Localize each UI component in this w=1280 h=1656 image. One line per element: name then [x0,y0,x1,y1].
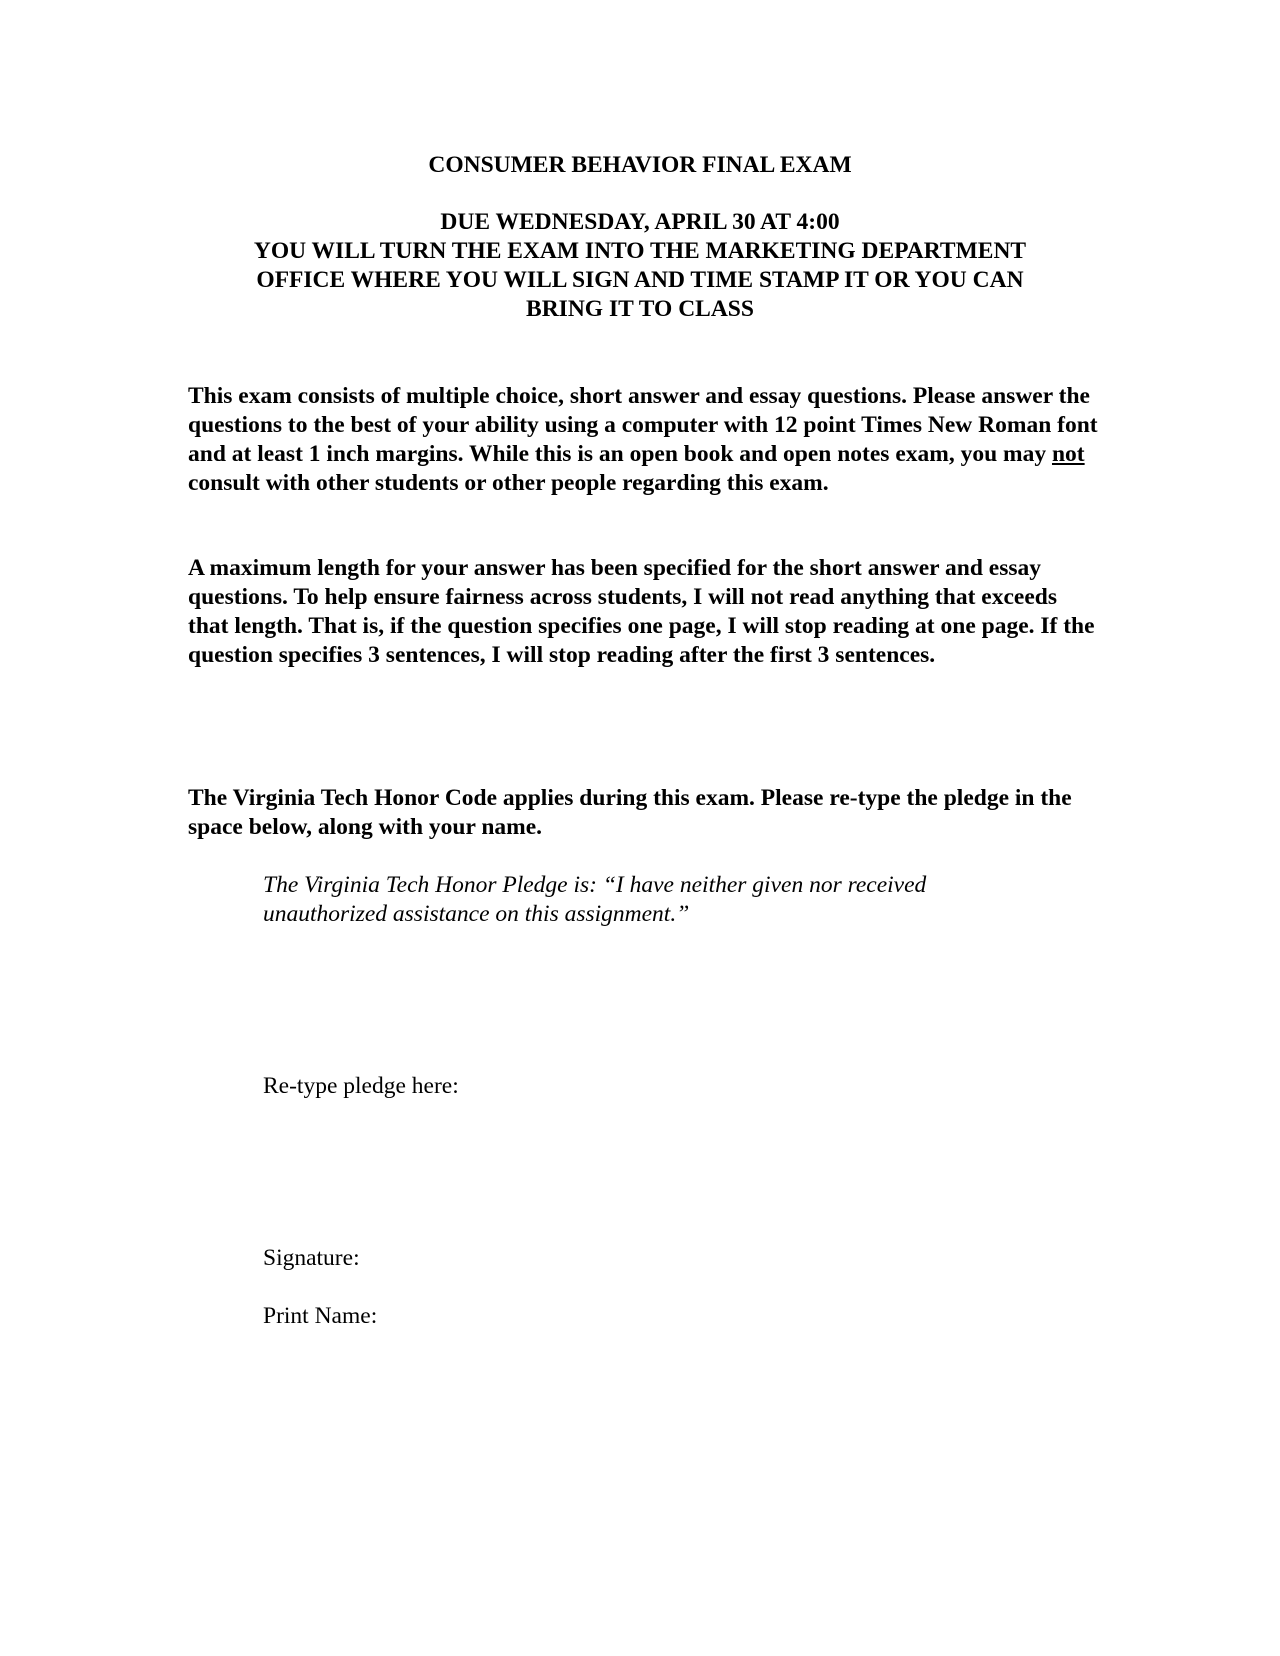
submission-instruction-line-1: YOU WILL TURN THE EXAM INTO THE MARKETING DEPARTMENT [253,238,1027,264]
exam-title: CONSUMER BEHAVIOR FINAL EXAM [428,152,852,178]
signature-label: Signature: [263,1245,360,1271]
intro-text-part-1: This exam consists of multiple choice, short answer and essay questions. Please answer the questions to the best of your ability using a computer with 12 point Times New Roman font and at least 1 inch margins. While this is an open book and open notes exam, you may [188,383,1098,467]
due-date: DUE WEDNESDAY, APRIL 30 AT 4:00 [440,209,840,235]
submission-instruction-line-3: BRING IT TO CLASS [526,296,754,322]
honor-code-instruction: The Virginia Tech Honor Code applies during this exam. Please re-type the pledge in the space below, along with your name. [188,785,1072,840]
intro-text-part-2: consult with other students or other people regarding this exam. [188,470,829,496]
honor-pledge-quote: The Virginia Tech Honor Pledge is: “I have neither given nor received unauthorized assistance on this assignment.” [263,872,927,927]
intro-emphasis: not [1051,441,1085,467]
retype-pledge-label: Re-type pledge here: [263,1073,459,1099]
print-name-label: Print Name: [263,1303,378,1329]
submission-instruction-line-2: OFFICE WHERE YOU WILL SIGN AND TIME STAMP IT OR YOU CAN [256,267,1024,293]
length-rule-paragraph: A maximum length for your answer has been specified for the short answer and essay questions. To help ensure fairness across students, I will not read anything that exceeds that length. That is, if the question specifies one page, I will stop reading at one page. If the question specifies 3 sentences, I will stop reading after the first 3 sentences. [188,555,1095,668]
intro-paragraph [188,382,1098,498]
